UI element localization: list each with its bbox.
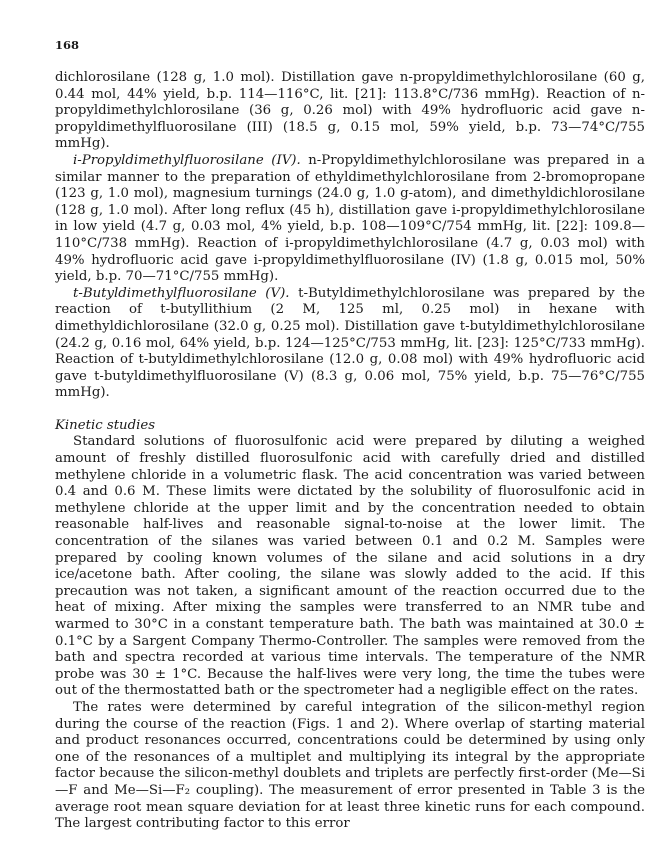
paragraph-text: dichlorosilane (128 g, 1.0 mol). Distillation gave n-propyldimethylchlorosilane (60 g, 0.44 mol, 44% yield, b.p. 114—116°C, lit. [21]: 113.8°C/736 mmHg). Reaction of n-propyldimethylchlorosilane (36 g, 0.26 mol) with 49% hydrofluoric acid gave n-propyldimethylfluorosilane (III) (18.5 g, 0.15 mol, 59% yield, b.p. 73—74°C/755 mmHg). <box>55 70 645 152</box>
run-in-heading: i-Propyldimethylfluorosilane (IV). <box>73 152 301 168</box>
page-number: 168 <box>55 38 80 52</box>
paragraph <box>55 286 645 402</box>
body-text <box>55 70 645 833</box>
paragraph-text: n-Propyldimethylchlorosilane was prepared in a similar manner to the preparation of ethyldimethylchlorosilane from 2-bromopropane (123 g, 1.0 mol), magnesium turnings (24.0 g, 1.0 g-atom), and dimethyldichlorosilane (128 g, 1.0 mol). After long reflux (45 h), distillation gave i-propyldimethylchlorosilane in low yield (4.7 g, 0.03 mol, 4% yield, b.p. 108—109°C/754 mmHg, lit. [22]: 109.8—110°C/738 mmHg). Reaction of i-propyldimethylchlorosilane (4.7 g, 0.03 mol) with 49% hydrofluoric acid gave i-propyldimethylfluorosilane (IV) (1.8 g, 0.015 mol, 50% yield, b.p. 70—71°C/755 mmHg). <box>55 152 645 285</box>
paragraph-text: t-Butyldimethylchlorosilane was prepared by the reaction of t-butyllithium (2 M, 125 ml, 0.25 mol) in hexane with dimethyldichlorosilane (32.0 g, 0.25 mol). Distillation gave t-butyldimethylchlorosilane (24.2 g, 0.16 mol, 64% yield, b.p. 124—125°C/753 mmHg, lit. [23]: 125°C/733 mmHg). Reaction of t-butyldimethylchlorosilane (12.0 g, 0.08 mol) with 49% hydrofluoric acid gave t-butyldimethylfluorosilane (V) (8.3 g, 0.06 mol, 75% yield, b.p. 75—76°C/755 mmHg). <box>55 285 645 401</box>
paragraph: Standard solutions of fluorosulfonic acid were prepared by diluting a weighed amount of freshly distilled fluorosulfonic acid with carefully dried and distilled methylene chloride in a volumetric flask. The acid concentration was varied between 0.4 and 0.6 M. These limits were dictated by the solubility of fluorosulfonic acid in methylene chloride at the upper limit and by the concentration needed to obtain reasonable half-lives and reasonable signal-to-noise at the lower limit. The concentration of the silanes was varied between 0.1 and 0.2 M. Samples were prepared by cooling known volumes of the silane and acid solutions in a dry ice/acetone bath. After cooling, the silane was slowly added to the acid. If this precaution was not taken, a significant amount of the reaction occurred due to the heat of mixing. After mixing the samples were transferred to an NMR tube and warmed to 30°C in a constant temperature bath. The bath was maintained at 30.0 ± 0.1°C by a Sargent Company Thermo-Controller. The samples were removed from the bath and spectra recorded at various time intervals. The temperature of the NMR probe was 30 ± 1°C. Because the half-lives were very long, the time the tubes were out of the thermostatted bath or the spectrometer had a negligible effect on the rates. <box>55 434 645 699</box>
run-in-heading: t-Butyldimethylfluorosilane (V). <box>73 285 290 301</box>
paragraph <box>55 70 645 153</box>
paragraph <box>55 153 645 286</box>
paragraph: The rates were determined by careful integration of the silicon-methyl region during the course of the reaction (Figs. 1 and 2). Where overlap of starting material and product resonances occurred, concentrations could be determined by using only one of the resonances of a multiplet and multiplying its integral by the appropriate factor because the silicon-methyl doublets and triplets are perfectly first-order (Me—Si—F and Me—Si—F₂ coupling). The measurement of error presented in Table 3 is the average root mean square deviation for at least three kinetic runs for each compound. The largest contributing factor to this error <box>55 699 645 832</box>
section-heading: Kinetic studies <box>55 417 156 433</box>
